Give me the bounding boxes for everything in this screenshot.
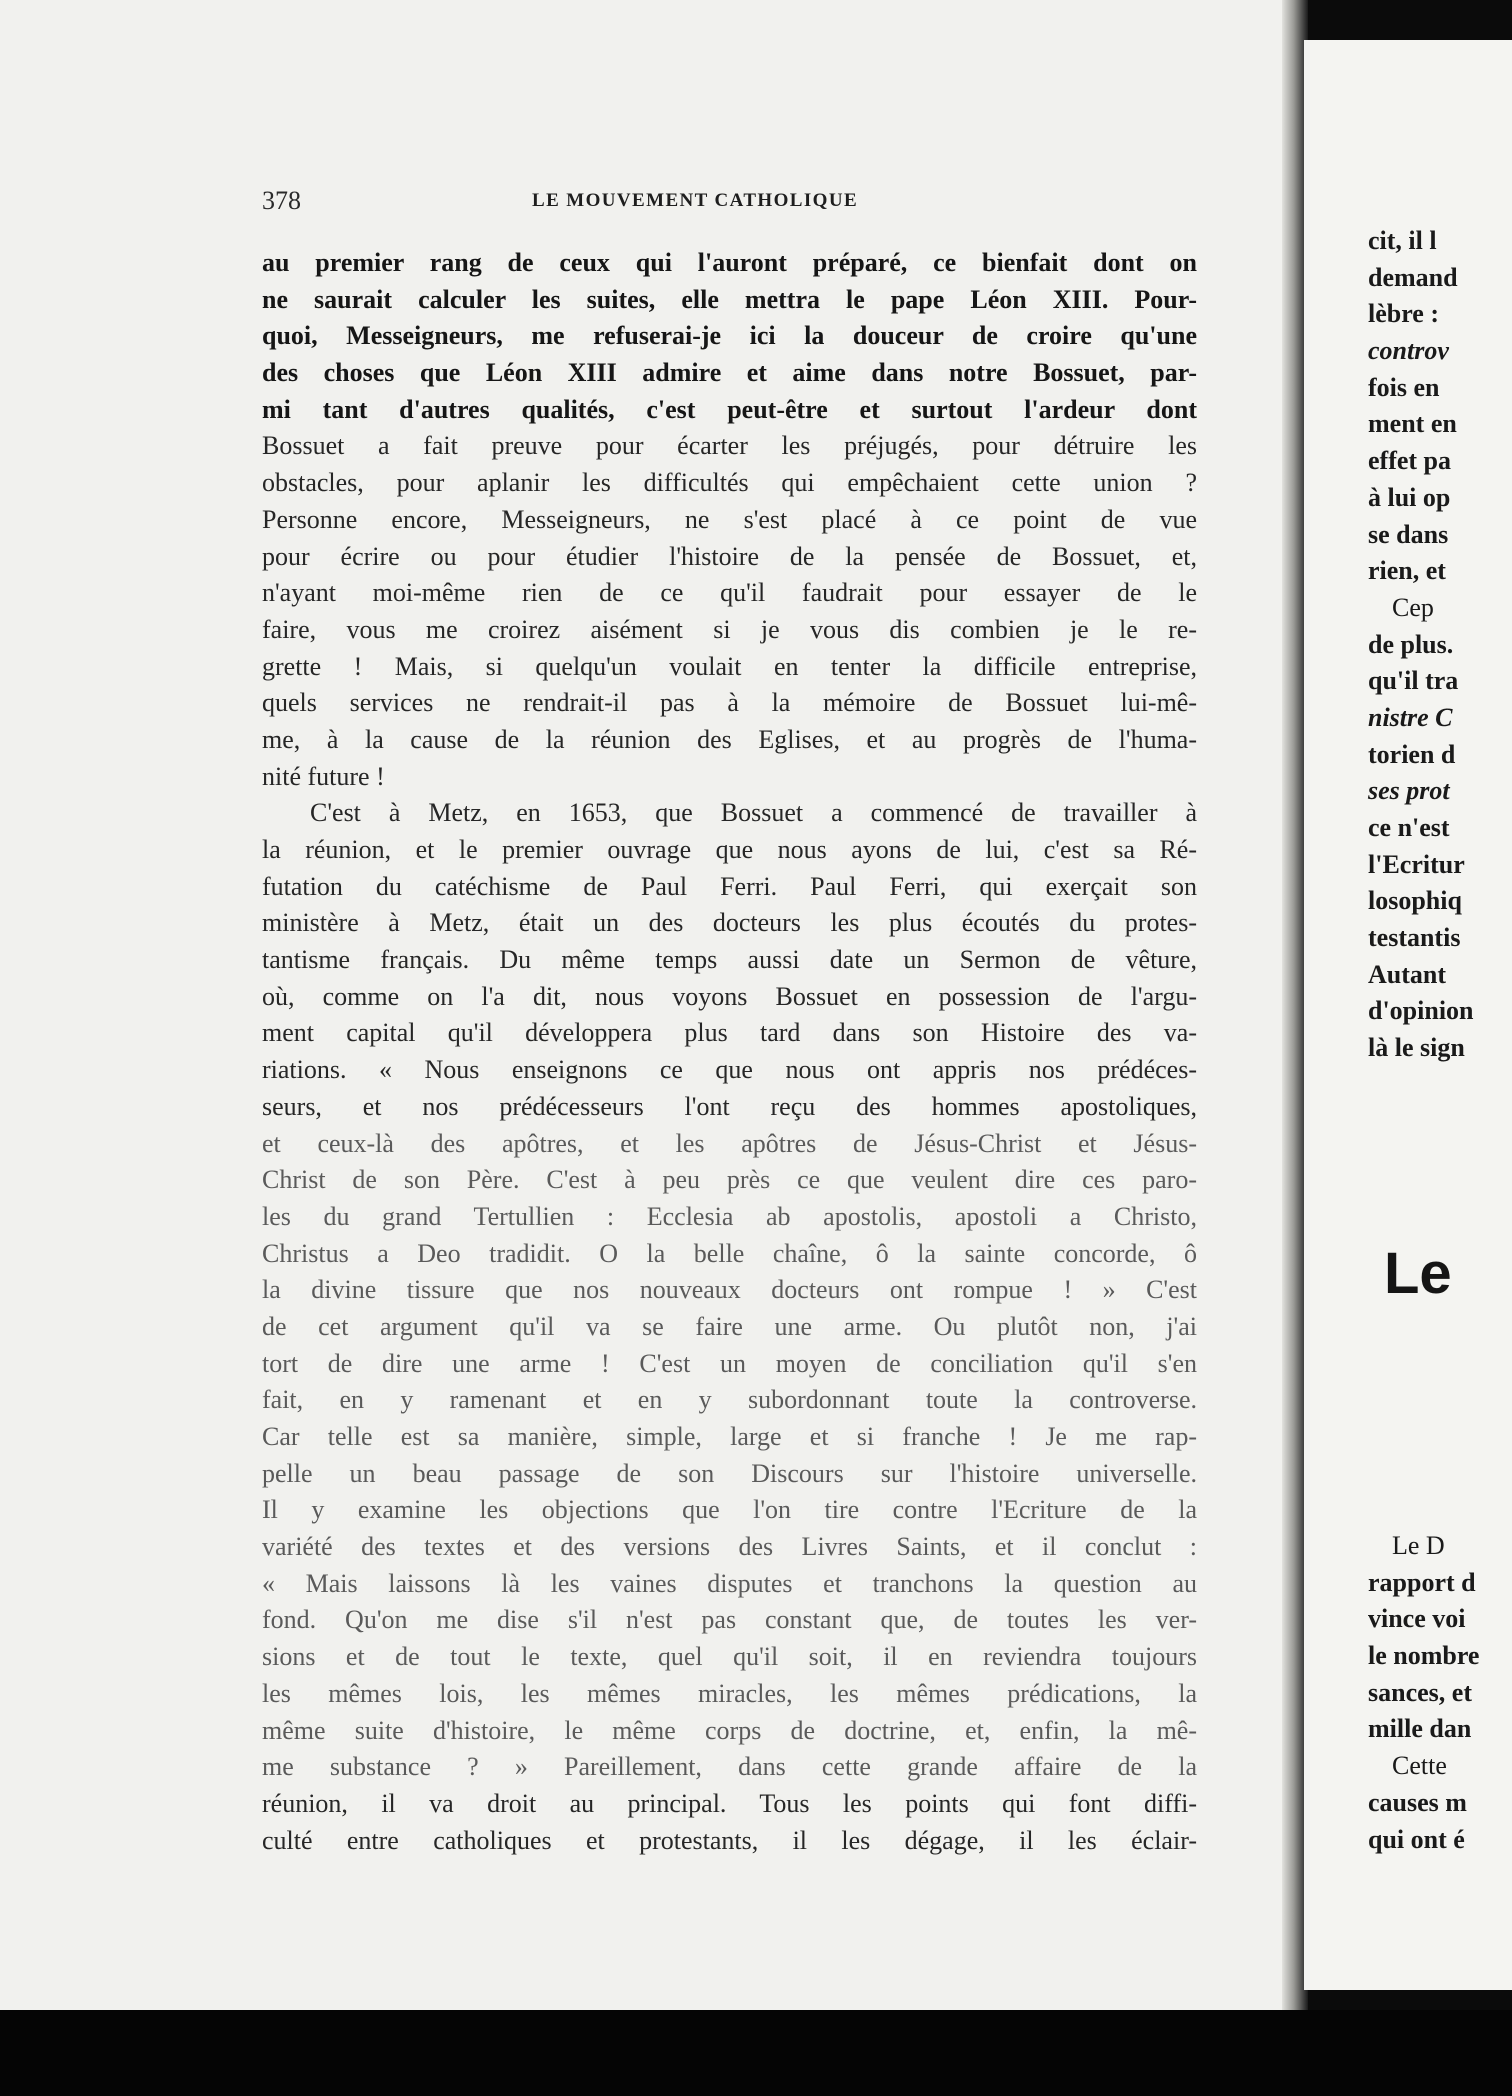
text-line: tort de dire une arme ! C'est un moyen de conciliation qu'il s'en — [262, 1348, 1197, 1378]
text-line: à lui op — [1368, 482, 1451, 512]
right-page-text-block-2 — [1304, 1528, 1479, 1858]
text-line: se dans — [1368, 519, 1449, 549]
text-line: mille dan — [1368, 1714, 1472, 1744]
text-line: ses prot — [1368, 776, 1450, 806]
text-line: effet pa — [1368, 446, 1452, 476]
text-line: ne saurait calculer les suites, elle mettra le pape Léon XIII. Pour- — [262, 284, 1197, 314]
text-line: testantis — [1368, 923, 1461, 953]
text-line: Autant — [1368, 959, 1447, 989]
text-line: ment capital qu'il développera plus tard dans son Histoire des va- — [262, 1018, 1197, 1048]
text-line: Bossuet a fait preuve pour écarter les préjugés, pour détruire les — [262, 431, 1197, 461]
text-line: controv — [1368, 336, 1449, 366]
scan-border — [0, 2010, 1512, 2096]
text-line: Le D — [1392, 1531, 1445, 1560]
text-line: faire, vous me croirez aisément si je vous dis combien je le re- — [262, 614, 1197, 644]
text-line: rapport d — [1368, 1567, 1476, 1597]
text-line: quels services ne rendrait-il pas à la mémoire de Bossuet lui-mê- — [262, 688, 1197, 718]
right-page — [1304, 40, 1512, 1990]
text-line: ce n'est — [1368, 813, 1450, 842]
text-line: rien, et — [1368, 556, 1446, 586]
text-line: la réunion, et le premier ouvrage que nous ayons de lui, c'est sa Ré- — [262, 835, 1197, 864]
text-line: Personne encore, Messeigneurs, ne s'est placé à ce point de vue — [262, 504, 1197, 534]
text-line: d'opinion — [1368, 996, 1474, 1026]
text-line: de cet argument qu'il va se faire une arme. Ou plutôt non, j'ai — [262, 1311, 1197, 1341]
text-line: Il y examine les objections que l'on tire contre l'Ecriture de la — [262, 1495, 1197, 1525]
text-line: réunion, il va droit au principal. Tous les points qui font diffi- — [262, 1788, 1197, 1818]
text-line: fond. Qu'on me dise s'il n'est pas constant que, de toutes les ver- — [262, 1605, 1197, 1635]
text-line: le nombre — [1368, 1641, 1480, 1671]
text-line: ministère à Metz, était un des docteurs les plus écoutés du protes- — [262, 908, 1197, 938]
text-line: qui ont é — [1368, 1824, 1465, 1854]
text-line: qu'il tra — [1368, 666, 1459, 696]
text-line: Christ de son Père. C'est à peu près ce que veulent dire ces paro- — [262, 1165, 1197, 1195]
text-line: me substance ? » Pareillement, dans cette grande affaire de la — [262, 1752, 1197, 1782]
text-line: C'est à Metz, en 1653, que Bossuet a commencé de travailler à — [310, 798, 1197, 828]
text-line: pour écrire ou pour étudier l'histoire de la pensée de Bossuet, et, — [262, 541, 1197, 571]
text-line: vince voi — [1368, 1604, 1466, 1634]
text-line: les du grand Tertullien : Ecclesia ab apostolis, apostoli a Christo, — [262, 1201, 1197, 1231]
text-line: nité future ! — [262, 761, 385, 791]
text-line: nistre C — [1368, 702, 1453, 732]
right-page-text-block-1 — [1304, 223, 1474, 1067]
text-line: lèbre : — [1368, 299, 1439, 329]
text-line: « Mais laissons là les vaines disputes et tranchons la question au — [262, 1568, 1197, 1598]
text-line: des choses que Léon XIII admire et aime dans notre Bossuet, par- — [262, 358, 1197, 388]
text-line: n'ayant moi-même rien de ce qu'il faudrait pour essayer de le — [262, 578, 1197, 608]
text-line: mi tant d'autres qualités, c'est peut-être et surtout l'ardeur dont — [262, 394, 1197, 424]
text-line: me, à la cause de la réunion des Eglises, et au progrès de l'huma- — [262, 724, 1197, 754]
text-line: quoi, Messeigneurs, me refuserai-je ici la douceur de croire qu'une — [262, 321, 1197, 351]
text-line: et ceux-là des apôtres, et les apôtres de Jésus-Christ et Jésus- — [262, 1128, 1197, 1158]
text-line: où, comme on l'a dit, nous voyons Bossuet en possession de l'argu- — [262, 981, 1197, 1011]
text-line: losophiq — [1368, 886, 1462, 916]
text-line: fois en — [1368, 372, 1440, 402]
running-head — [262, 186, 1202, 216]
text-line: l'Ecritur — [1368, 849, 1465, 879]
text-line: obstacles, pour aplanir les difficultés qui empêchaient cette union ? — [262, 468, 1197, 498]
text-line: fait, en y ramenant et en y subordonnant toute la controverse. — [262, 1385, 1197, 1415]
text-line: Cette — [1392, 1751, 1447, 1781]
text-line: futation du catéchisme de Paul Ferri. Paul Ferri, qui exerçait son — [262, 871, 1197, 901]
text-line: les mêmes lois, les mêmes miracles, les mêmes prédications, la — [262, 1678, 1197, 1708]
text-line: même suite d'histoire, le même corps de doctrine, et, enfin, la mê- — [262, 1715, 1197, 1745]
page-number: 378 — [262, 186, 301, 215]
text-line: sions et de tout le texte, quel qu'il soit, il en reviendra toujours — [262, 1642, 1197, 1672]
text-line: variété des textes et des versions des Livres Saints, et il conclut : — [262, 1532, 1197, 1562]
text-line: pelle un beau passage de son Discours sur l'histoire universelle. — [262, 1458, 1197, 1488]
text-line: cit, il l — [1368, 226, 1437, 255]
text-line: là le sign — [1368, 1033, 1465, 1063]
text-line: ment en — [1368, 409, 1457, 439]
text-line: grette ! Mais, si quelqu'un voulait en tenter la difficile entreprise, — [262, 651, 1197, 681]
text-line: tantisme français. Du même temps aussi date un Sermon de vêture, — [262, 945, 1197, 975]
body-text — [262, 245, 1197, 1859]
text-line: de plus. — [1368, 629, 1454, 659]
right-page-heading: Le — [1384, 1241, 1452, 1306]
text-line: la divine tissure que nos nouveaux docteurs ont rompue ! » C'est — [262, 1275, 1197, 1305]
text-line: culté entre catholiques et protestants, il les dégage, il les éclair- — [262, 1825, 1197, 1855]
text-line: demand — [1368, 262, 1458, 292]
text-line: riations. « Nous enseignons ce que nous ont appris nos prédéces- — [262, 1055, 1197, 1085]
text-line: sances, et — [1368, 1677, 1472, 1707]
text-line: Cep — [1392, 592, 1434, 622]
running-head-title: LE MOUVEMENT CATHOLIQUE — [532, 190, 859, 211]
text-line: au premier rang de ceux qui l'auront préparé, ce bienfait dont on — [262, 248, 1197, 277]
text-line: torien d — [1368, 739, 1456, 769]
text-line: Christus a Deo tradidit. O la belle chaîne, ô la sainte concorde, ô — [262, 1238, 1197, 1268]
text-line: Car telle est sa manière, simple, large et si franche ! Je me rap- — [262, 1422, 1197, 1451]
text-line: seurs, et nos prédécesseurs l'ont reçu des hommes apostoliques, — [262, 1091, 1197, 1121]
text-line: causes m — [1368, 1787, 1467, 1817]
